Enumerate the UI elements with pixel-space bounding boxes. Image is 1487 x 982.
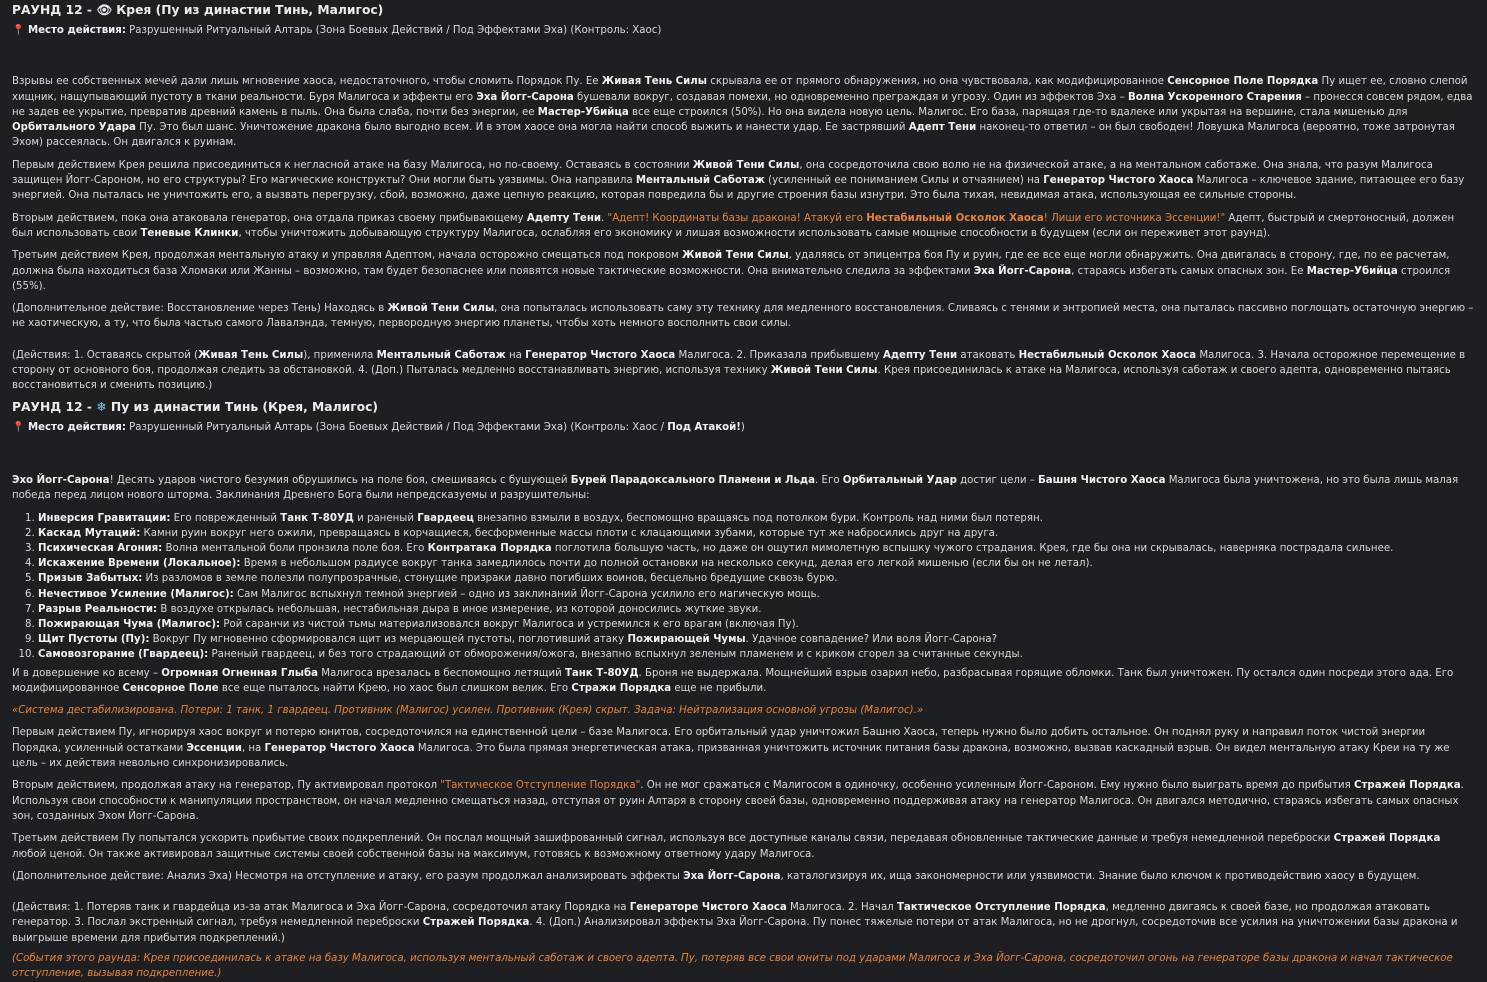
- list-item: 5. Призыв Забытых: Из разломов в земле полезли полупрозрачные, стонущие призраки давно погибших воинов, бесцельно бредущие сквозь бурю.: [38, 571, 1475, 586]
- location-text: Разрушенный Ритуальный Алтарь (Зона Боевых Действий / Под Эффектами Эха) (Контроль: Хаос /: [129, 421, 668, 433]
- location-text: Разрушенный Ритуальный Алтарь (Зона Боевых Действий / Под Эффектами Эха) (Контроль: Хаос): [129, 25, 662, 36]
- paragraph: Третьим действием Пу попытался ускорить прибытие своих подкреплений. Он послал мощный зашифрованный сигнал, используя все доступные каналы связи, передавая обновленные тактические данные и требуя немедленной переброски Стражей Порядка любой ценой. Он также активировал защитные системы своей собственной базы на максимум, готовясь к возможному ответному удару Малигоса.: [12, 833, 1441, 860]
- paragraph: Первым действием Крея решила присоединиться к неглаcной атаке на базу Малигоса, но по-своему. Оставаясь в состоянии Живой Тени Силы, она сосредоточила свою волю не на физической атаке, а на ментальном саботаже. Она знала, что разум Малигоса защищен Йогг-Сароном, но его структуры? Его магические конструкты? Они могли быть уязвимы. Она направила Ментальный Саботаж (усиленный ее пониманием Силы и отчаянием) на Генератор Чистого Хаоса Малигоса – ключевое здание, питающее его базу энергией. Она пыталась не уничтожить его, а вызвать перегрузку, сбой, возможно, даже цепную реакцию, которая повредила бы и другие строения базы изнутри. Это была тихая, невидимая атака, использующая ее сильные стороны.: [12, 159, 1465, 202]
- actions-summary: (Действия: 1. Оставаясь скрытой (Живая Тень Силы), применила Ментальный Саботаж на Генератор Чистого Хаоса Малигоса. 2. Приказала прибывшему Адепту Тени атаковать Нестабильный Осколок Хаоса Малигоса. 3. Начала осторожное перемещение в сторону от основного боя, продолжая следить за обстановкой. 4. (Доп.) Пыталась медленно восстанавливать энергию, используя технику Живой Тени Силы. Крея присоединилась к атаке на Малигоса, используя саботаж и своего адепта, одновременно пытаясь восстановиться и сменить позицию.): [12, 349, 1466, 392]
- paragraph: Взрывы ее собственных мечей дали лишь мгновение хаоса, недостаточного, чтобы сломить Порядок Пу. Ее Живая Тень Силы скрывала ее от прямого обнаружения, но она чувствовала, как модифицированное Сенсорное Поле Порядка Пу ищет ее, словно слепой хищник, нащупывающий пустоту в ткани реальности. Буря Малигоса и эффекты его Эха Йогг-Сарона бушевали вокруг, создавая помехи, но одновременно преграждая и угрозу. Один из эффектов Эха – Волна Ускоренного Старения – пронесся совсем рядом, едва не задев ее укрытие, превратив древний камень в пыль. Она была слаба, почти без энергии, ее Мастер-Убийца все еще строился (50%). Но она видела новую цель. Малигос. Его база, парящая где-то вдалеке или укрытая на вершине, стала мишенью для Орбитального Удара Пу. Это был шанс. Уничтожение дракона было выгодно всем. И в этом хаосе она могла найти способ выжить и нанести удар. Ее застрявший Адепт Тени наконец-то ответил – он был свободен! Ловушка Малигоса (вероятно, тоже затронутая Эхом) рассеялась. Он двигался к руинам.: [12, 76, 1473, 149]
- paragraph: Третьим действием Крея, продолжая ментальную атаку и управляя Адептом, начала осторожно смещаться под покровом Живой Тени Силы, удаляясь от эпицентра боя Пу и руин, где ее все еще могли обнаружить. Она двигалась в сторону, где, по ее расчетам, должна была находиться база Хломаки или Жанны – возможно, там будет безопаснее или появятся новые тактические возможности. Она внимательно следила за эффектами Эха Йогг-Сарона, стараясь избегать самых опасных зон. Ее Мастер-Убийца строился (55%).: [12, 250, 1451, 292]
- location-line: [12, 23, 1475, 38]
- paragraph: Первым действием Пу, игнорируя хаос вокруг и потерю юнитов, сосредоточился на единственной цели – базе Малигоса. Его орбитальный удар уничтожил Башню Хаоса, теперь нужно было добить остальное. Он поднял руку и направил поток чистой энергии Порядка, усиленный остатками Эссенции, на Генератор Чистого Хаоса Малигоса. Это была прямая энергетическая атака, призванная уничтожить источник питания базы дракона, возможно, вызвав каскадный взрыв. Он видел ментальную атаку Креи на ту же цель – их действия невольно синхронизировались.: [12, 727, 1450, 770]
- paragraph: Вторым действием, пока она атаковала генератор, она отдала приказ своему прибывающему Адепту Тени. "Адепт! Координаты базы дракона! Атакуй его Нестабильный Осколок Хаоса! Лиши его источника Эссенции!" Адепт, быстрый и смертоносный, должен был использовать свои Теневые Клинки, чтобы уничтожить добывающую структуру Малигоса, ослабляя его экономику и лишая возможности использовать самые мощные способности в будущем (если он переживет этот раунд).: [12, 212, 1455, 239]
- round-events-summary: (События этого раунда: Крея присоединилась к атаке на базу Малигоса, используя ментальный саботаж и своего адепта. Пу, потеряв все свои юниты под ударами Малигоса и Эха Йогг-Сарона, сосредоточил огонь на генераторе базы дракона и начал тактическое отступление, вызывая подкрепление.): [12, 953, 1453, 980]
- round-title-pu: [12, 399, 1475, 415]
- list-item: 8. Пожирающая Чума (Малигос): Рой саранчи из чистой тьмы материализовался вокруг Малигоса и устремился к его врагам (включая Пу).: [38, 617, 1475, 632]
- location-label: Место действия:: [27, 25, 126, 36]
- snowflake-icon: ❄: [96, 399, 107, 414]
- pin-icon: 📍: [12, 421, 25, 433]
- paragraph: И в довершение ко всему – Огромная Огненная Глыба Малигоса врезалась в беспомощно летящий Танк Т-80УД. Броня не выдержала. Мощнейший взрыв озарил небо, разбрасывая горящие обломки. Танк был уничтожен. Пу остался один посреди этого ада. Его модифицированное Сенсорное Поле все еще пыталось найти Крею, но хаос был слишком велик. Его Стражи Порядка еще не прибыли.: [12, 667, 1454, 694]
- location-line: 📍 Место действия: Разрушенный Ритуальный Алтарь (Зона Боевых Действий / Под Эффектами Эха) (Контроль: Хаос / Под Атакой!): [12, 421, 745, 433]
- round-title-kreya: [12, 2, 1475, 18]
- list-item: 4. Искажение Времени (Локальное): Время в небольшом радиусе вокруг танка замедлилось почти до полной остановки на несколько секунд, делая его легкой мишенью (если бы он не летал).: [38, 556, 1475, 571]
- list-item: 6. Нечестивое Усиление (Малигос): Сам Малигос вспыхнул темной энергией – одно из заклинаний Йогг-Сарона усилило его магическую мощь.: [38, 587, 1475, 602]
- list-item: 2. Каскад Мутаций: Камни руин вокруг него ожили, превращаясь в корчащиеся, бесформенные массы плоти с клацающими зубами, которые тут же набросились друг на друга.: [38, 526, 1475, 541]
- system-message: «Система дестабилизирована. Потери: 1 танк, 1 гвардеец. Противник (Малигос) усилен. Противник (Крея) скрыт. Задача: Нейтрализация основной угрозы (Малигос).»: [12, 705, 924, 717]
- echo-effects-list: [12, 511, 1475, 663]
- round-heading: Пу из династии Тинь (Крея, Малигос): [110, 399, 378, 414]
- eye-icon: 👁: [96, 3, 112, 17]
- list-item: 1. Инверсия Гравитации: Его поврежденный Танк Т-80УД и раненый Гвардеец внезапно взмыли в воздух, беспомощно вращаясь под потолком бури. Контроль над ними был потерян.: [38, 511, 1475, 526]
- list-item: 10. Самовозгорание (Гвардеец): Раненый гвардеец, и без того страдающий от обморожения/ожога, внезапно вспыхнул зеленым пламенем и с криком сгорел за считанные секунды.: [38, 647, 1475, 662]
- paragraph: (Дополнительное действие: Анализ Эха) Несмотря на отступление и атаку, его разум продолжал анализировать эффекты Эха Йогг-Сарона, каталогизируя их, ища закономерности или уязвимости. Знание было ключом к противодействию хаосу в будущем.: [12, 870, 1420, 882]
- list-item: 9. Щит Пустоты (Пу): Вокруг Пу мгновенно сформировался щит из мерцающей пустоты, поглотивший атаку Пожирающей Чумы. Удачное совпадение? Или воля Йогг-Сарона?: [38, 632, 1475, 647]
- round-prefix: РАУНД 12 -: [12, 399, 93, 414]
- actions-summary: (Действия: 1. Потеряв танк и гвардейца из-за атак Малигоса и Эха Йогг-Сарона, сосредоточил атаку Порядка на Генераторе Чистого Хаоса Малигоса. 2. Начал Тактическое Отступление Порядка, медленно двигаясь к своей базе, но продолжая атаковать генератор. 3. Послал экстренный сигнал, требуя немедленной переброски Стражей Порядка. 4. (Доп.) Анализировал эффекты Эха Йогг-Сарона. Пу понес тяжелые потери от атак Малигоса, но не дрогнул, сосредоточив все усилия на уничтожении базы дракона и выигрыше времени для прибытия подкреплений.): [12, 902, 1458, 944]
- paragraph: (Дополнительное действие: Восстановление через Тень) Находясь в Живой Тени Силы, она попыталась использовать саму эту технику для медленного восстановления. Сливаясь с тенями и энтропией места, она пыталась пассивно поглощать остаточную энергию – не хаотическую, а ту, что была частью самого Лавалэнда, темную, первородную энергию планеты, чтобы хоть немного восполнить свои силы.: [12, 303, 1474, 330]
- pin-icon: 📍: [12, 25, 25, 36]
- list-item: 7. Разрыв Реальности: В воздухе открылась небольшая, нестабильная дыра в иное измерение, из которой доносились жуткие звуки.: [38, 602, 1475, 617]
- round-heading: Крея (Пу из династии Тинь, Малигос): [116, 3, 384, 17]
- round-prefix: РАУНД 12 -: [12, 3, 93, 17]
- paragraph: Вторым действием, продолжая атаку на генератор, Пу активировал протокол "Тактическое Отступление Порядка". Он не мог сражаться с Малигосом в одиночку, особенно усиленным Йогг-Сароном. Ему нужно было выиграть время до прибытия Стражей Порядка. Используя свои способности к манипуляции пространством, он начал медленно смещаться назад, отступая от руин Алтаря в сторону своей базы, одновременно поддерживая атаку на генератор Малигоса. Он двигался методично, стараясь избегать самых опасных зон, созданных Эхом Йогг-Сарона.: [12, 780, 1464, 822]
- paragraph: Эхо Йогг-Сарона! Десять ударов чистого безумия обрушились на поле боя, смешиваясь с бушующей Бурей Парадоксального Пламени и Льда. Его Орбитальный Удар достиг цели – Башня Чистого Хаоса Малигоса была уничтожена, но это была лишь малая победа перед лицом нового шторма. Заклинания Древнего Бога были непредсказуемы и разрушительны:: [12, 474, 1459, 502]
- list-item: 3. Психическая Агония: Волна ментальной боли пронзила поле боя. Его Контратака Порядка поглотила большую часть, но даже он ощутил мимолетную вспышку чужого страдания. Крея, где бы она ни скрывалась, наверняка пострадала сильнее.: [38, 541, 1475, 556]
- location-label: Место действия:: [27, 421, 126, 433]
